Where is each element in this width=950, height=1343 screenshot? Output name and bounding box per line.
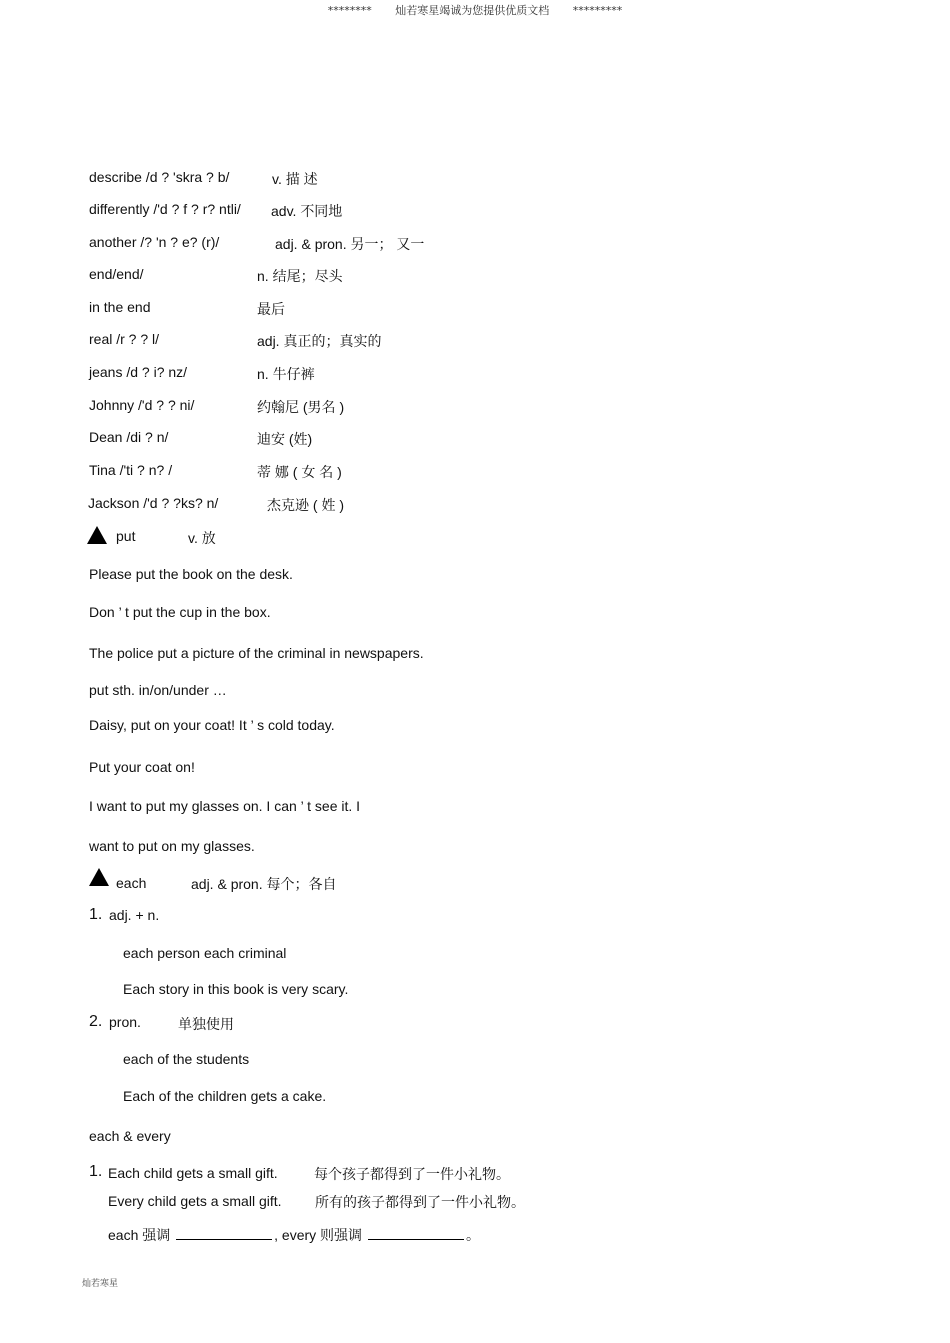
example-line: each person each criminal bbox=[123, 945, 287, 961]
header-stars-right: ********* bbox=[572, 4, 623, 17]
vocab-meaning: 蒂 娜 ( 女 名 ) bbox=[257, 464, 342, 480]
put-head-word: put bbox=[116, 528, 136, 544]
vocab-word: Dean /di ? n/ bbox=[89, 429, 169, 445]
page-footer: 灿若寒星 bbox=[82, 1279, 119, 1289]
example-line: Each of the children gets a cake. bbox=[123, 1088, 327, 1104]
answer-blank-1[interactable] bbox=[176, 1226, 272, 1240]
example-line: put sth. in/on/under … bbox=[89, 682, 227, 698]
example-line: Each story in this book is very scary. bbox=[123, 981, 349, 997]
vocab-meaning: adj. 真正的；真实的 bbox=[257, 333, 382, 349]
example-line: I want to put my glasses on. I can ’ t see it. I bbox=[89, 798, 361, 814]
triangle-bullet-icon bbox=[89, 868, 109, 886]
vocab-meaning: 约翰尼 (男名 ) bbox=[257, 399, 345, 415]
example-line: each of the students bbox=[123, 1051, 250, 1067]
fill-each-label: each 强调 bbox=[108, 1227, 171, 1243]
item-number: 2. bbox=[89, 1013, 103, 1030]
compare-zh: 所有的孩子都得到了一件小礼物。 bbox=[315, 1194, 525, 1210]
header-text: 灿若寒星竭诚为您提供优质文档 bbox=[395, 4, 550, 17]
vocab-word: end/end/ bbox=[89, 266, 144, 282]
example-line: Please put the book on the desk. bbox=[89, 566, 293, 582]
vocab-word: differently /'d ? f ? r? ntli/ bbox=[89, 201, 241, 217]
vocab-word: Johnny /'d ? ? ni/ bbox=[89, 397, 195, 413]
each-head-pos: adj. & pron. 每个；各自 bbox=[191, 876, 337, 892]
vocab-word: describe /d ? 'skra ? b/ bbox=[89, 169, 230, 185]
page-header bbox=[0, 2, 950, 18]
vocab-meaning: 杰克逊 ( 姓 ) bbox=[267, 497, 344, 513]
vocab-meaning: 最后 bbox=[257, 301, 285, 317]
item-number: 1. bbox=[89, 906, 103, 923]
triangle-bullet-icon bbox=[87, 526, 107, 544]
vocab-word: Tina /'ti ? n? / bbox=[89, 462, 173, 478]
example-line: want to put on my glasses. bbox=[89, 838, 255, 854]
compare-en: Each child gets a small gift. bbox=[108, 1165, 278, 1181]
fill-every-label: , every 则强调 bbox=[274, 1227, 363, 1243]
item-number: 1. bbox=[89, 1163, 103, 1180]
vocab-meaning: 迪安 (姓) bbox=[257, 431, 313, 447]
item-label: pron. bbox=[109, 1014, 141, 1030]
put-head-pos: v. 放 bbox=[188, 530, 216, 546]
vocab-meaning: adv. 不同地 bbox=[271, 203, 343, 219]
item-note: 单独使用 bbox=[178, 1016, 234, 1032]
header-stars-left: ******** bbox=[327, 4, 372, 17]
example-line: Daisy, put on your coat! It ’ s cold today. bbox=[89, 717, 335, 733]
vocab-meaning: adj. & pron. 另一； 又一 bbox=[275, 236, 425, 252]
example-line: Put your coat on! bbox=[89, 759, 195, 775]
example-line: Don ’ t put the cup in the box. bbox=[89, 604, 271, 620]
example-line: The police put a picture of the criminal in newspapers. bbox=[89, 645, 424, 661]
vocab-word: real /r ? ? l/ bbox=[89, 331, 160, 347]
compare-title: each & every bbox=[89, 1128, 171, 1144]
vocab-word: Jackson /'d ? ?ks? n/ bbox=[88, 495, 219, 511]
vocab-meaning: v. 描 述 bbox=[272, 171, 318, 187]
vocab-word: another /? 'n ? e? (r)/ bbox=[89, 234, 220, 250]
compare-zh: 每个孩子都得到了一件小礼物。 bbox=[314, 1166, 510, 1182]
item-label: adj. + n. bbox=[109, 907, 160, 923]
vocab-word: in the end bbox=[89, 299, 151, 315]
fill-end: 。 bbox=[465, 1227, 480, 1243]
vocab-meaning: n. 牛仔裤 bbox=[257, 366, 315, 382]
each-head-word: each bbox=[116, 875, 147, 891]
vocab-meaning: n. 结尾；尽头 bbox=[257, 268, 343, 284]
fill-in-line bbox=[108, 1225, 480, 1245]
vocab-word: jeans /d ? i? nz/ bbox=[89, 364, 188, 380]
answer-blank-2[interactable] bbox=[368, 1226, 464, 1240]
compare-en: Every child gets a small gift. bbox=[108, 1193, 282, 1209]
